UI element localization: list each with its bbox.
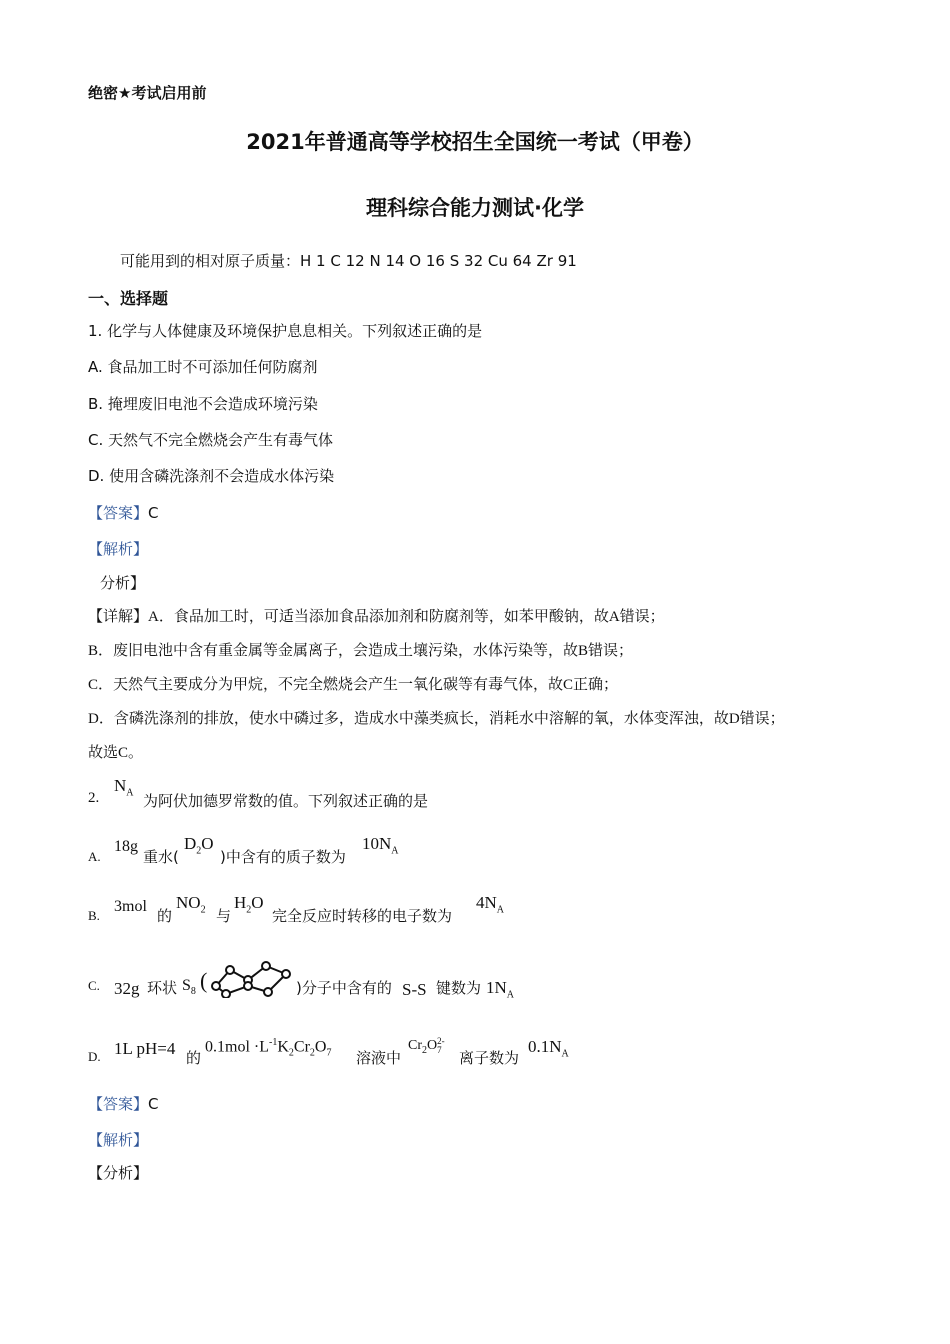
answer-value: C: [148, 504, 159, 522]
h-symbol: H: [234, 893, 247, 912]
conc-superscript: -1: [269, 1037, 278, 1048]
no-symbol: NO: [176, 893, 201, 912]
answer-label: 【答案】: [88, 504, 149, 522]
s8-ring-diagram: [208, 956, 298, 998]
q1-analysis-label: 【解析】: [88, 540, 149, 558]
q1-option-a: A. 食品加工时不可添加任何防腐剂: [88, 358, 318, 376]
q1-detail-b: B．废旧电池中含有重金属等金属离子，会造成土壤污染，水体污染等，故B错误；: [88, 643, 634, 659]
q2-c-ss: S-S: [402, 980, 427, 999]
answer-label: 【答案】: [88, 1095, 149, 1113]
ion-subscript: 7: [437, 1045, 442, 1055]
conc: 0.1mol ·L: [205, 1038, 269, 1056]
q2-c-text3: 键数为: [436, 979, 482, 997]
q2-c-mass: 32g: [114, 979, 140, 998]
value-subscript: A: [561, 1048, 569, 1060]
q2-c-text1: 环状: [147, 979, 178, 997]
value: 4N: [476, 893, 497, 912]
na-letter: N: [114, 776, 127, 795]
q2-b-h2o: [234, 893, 264, 915]
q2-option-a-label: A.: [88, 849, 101, 864]
sulfur-atoms: [212, 962, 290, 998]
answer-value: C: [148, 1095, 159, 1113]
q2-b-no2: [176, 893, 206, 915]
q2-d-text2: 溶液中: [356, 1049, 402, 1067]
q2-option-b-label: B.: [88, 908, 100, 923]
q1-option-b: B. 掩埋废旧电池不会造成环境污染: [88, 395, 318, 413]
q2-d-ion: [408, 1037, 445, 1056]
s-subscript: 8: [190, 986, 196, 998]
q1-option-c: C. 天然气不完全燃烧会产生有毒气体: [88, 431, 334, 449]
q2-fenxi-label: 【分析】: [88, 1164, 149, 1182]
q1-detail-c: C．天然气主要成分为甲烷，不完全燃烧会产生一氧化碳等有毒气体，故C正确；: [88, 677, 619, 693]
q2-c-text2: )分子中含有的: [296, 979, 392, 997]
q2-analysis-label: 【解析】: [88, 1131, 149, 1149]
no-subscript: 2: [200, 904, 206, 916]
q1-fenxi-label: 分析】: [100, 574, 146, 592]
q2-a-text1: 重水(: [143, 848, 179, 866]
q1-detail-d: D．含磷洗涤剂的排放，使水中磷过多，造成水中藻类疯长，消耗水中溶解的氧，水体变浑浊，故D错误；: [88, 711, 785, 727]
q2-a-text2: )中含有的质子数为: [220, 848, 346, 866]
value-subscript: A: [496, 904, 505, 916]
q2-b-text3: 完全反应时转移的电子数为: [272, 907, 453, 925]
q2-c-value: [486, 978, 514, 1000]
q2-b-mol: 3mol: [114, 898, 147, 915]
q2-option-d-label: D.: [88, 1049, 101, 1064]
k-subscript: 2: [288, 1047, 294, 1059]
q2-a-formula: [184, 834, 214, 856]
q1-option-d: D. 使用含磷洗涤剂不会造成水体污染: [88, 467, 335, 485]
k-symbol: K: [277, 1038, 289, 1056]
q2-d-concentration: [205, 1037, 331, 1059]
cr-subscript: 2: [422, 1045, 427, 1057]
value: 1N: [486, 978, 507, 997]
q2-option-c-label: C.: [88, 978, 100, 993]
q2-b-value: [476, 893, 504, 915]
h-subscript: 2: [246, 904, 252, 916]
q2-b-text1: 的: [157, 907, 173, 925]
q1-stem: 1. 化学与人体健康及环境保护息息相关。下列叙述正确的是: [88, 322, 483, 340]
value-subscript: A: [506, 989, 515, 1001]
s-symbol: S: [182, 977, 191, 994]
q2-d-value: [528, 1037, 569, 1059]
q1-answer: [88, 502, 159, 523]
ion-charge-stack: [437, 1037, 445, 1055]
value-subscript: A: [391, 845, 399, 857]
q2-a-mass: 18g: [114, 838, 138, 855]
o-symbol: O: [427, 1038, 438, 1054]
d-subscript: 2: [196, 845, 202, 857]
cr-symbol: Cr: [408, 1038, 422, 1054]
o-symbol: O: [201, 834, 214, 853]
o-subscript: 7: [326, 1047, 332, 1059]
exam-subtitle: 理科综合能力测试·化学: [366, 196, 584, 220]
section-title: 一、选择题: [88, 289, 169, 308]
q2-b-text2: 与: [216, 907, 232, 925]
exam-title: 2021年普通高等学校招生全国统一考试（甲卷）: [246, 130, 704, 154]
q2-c-s8: [182, 977, 196, 997]
d-symbol: D: [184, 834, 197, 853]
o-symbol: O: [251, 893, 264, 912]
secret-label: 绝密★考试启用前: [88, 84, 207, 102]
o-symbol: O: [314, 1038, 327, 1056]
q2-d-text1: 的: [186, 1049, 202, 1067]
value: 10N: [362, 834, 392, 853]
q2-na-symbol: [114, 776, 134, 798]
q2-stem: 为阿伏加德罗常数的值。下列叙述正确的是: [143, 792, 429, 810]
q2-d-text3: 离子数为: [459, 1049, 520, 1067]
q2-a-value: [362, 834, 399, 856]
q2-number: 2.: [88, 790, 100, 806]
q2-c-paren-open: (: [200, 968, 208, 993]
na-subscript: A: [126, 787, 134, 799]
q2-d-volume: 1L pH=4: [114, 1039, 176, 1058]
cr-symbol: Cr: [293, 1038, 310, 1056]
q1-conclusion: 故选C。: [88, 745, 144, 761]
q2-answer: [88, 1093, 159, 1114]
value: 0.1N: [528, 1037, 562, 1056]
ion-charge: 2-: [437, 1036, 445, 1046]
atomic-mass-line: 可能用到的相对原子质量：H 1 C 12 N 14 O 16 S 32 Cu 64 Zr 91: [120, 252, 577, 270]
cr-subscript: 2: [309, 1047, 315, 1059]
q1-detail-a: 【详解】A．食品加工时，可适当添加食品添加剂和防腐剂等，如苯甲酸钠，故A错误；: [88, 609, 665, 625]
